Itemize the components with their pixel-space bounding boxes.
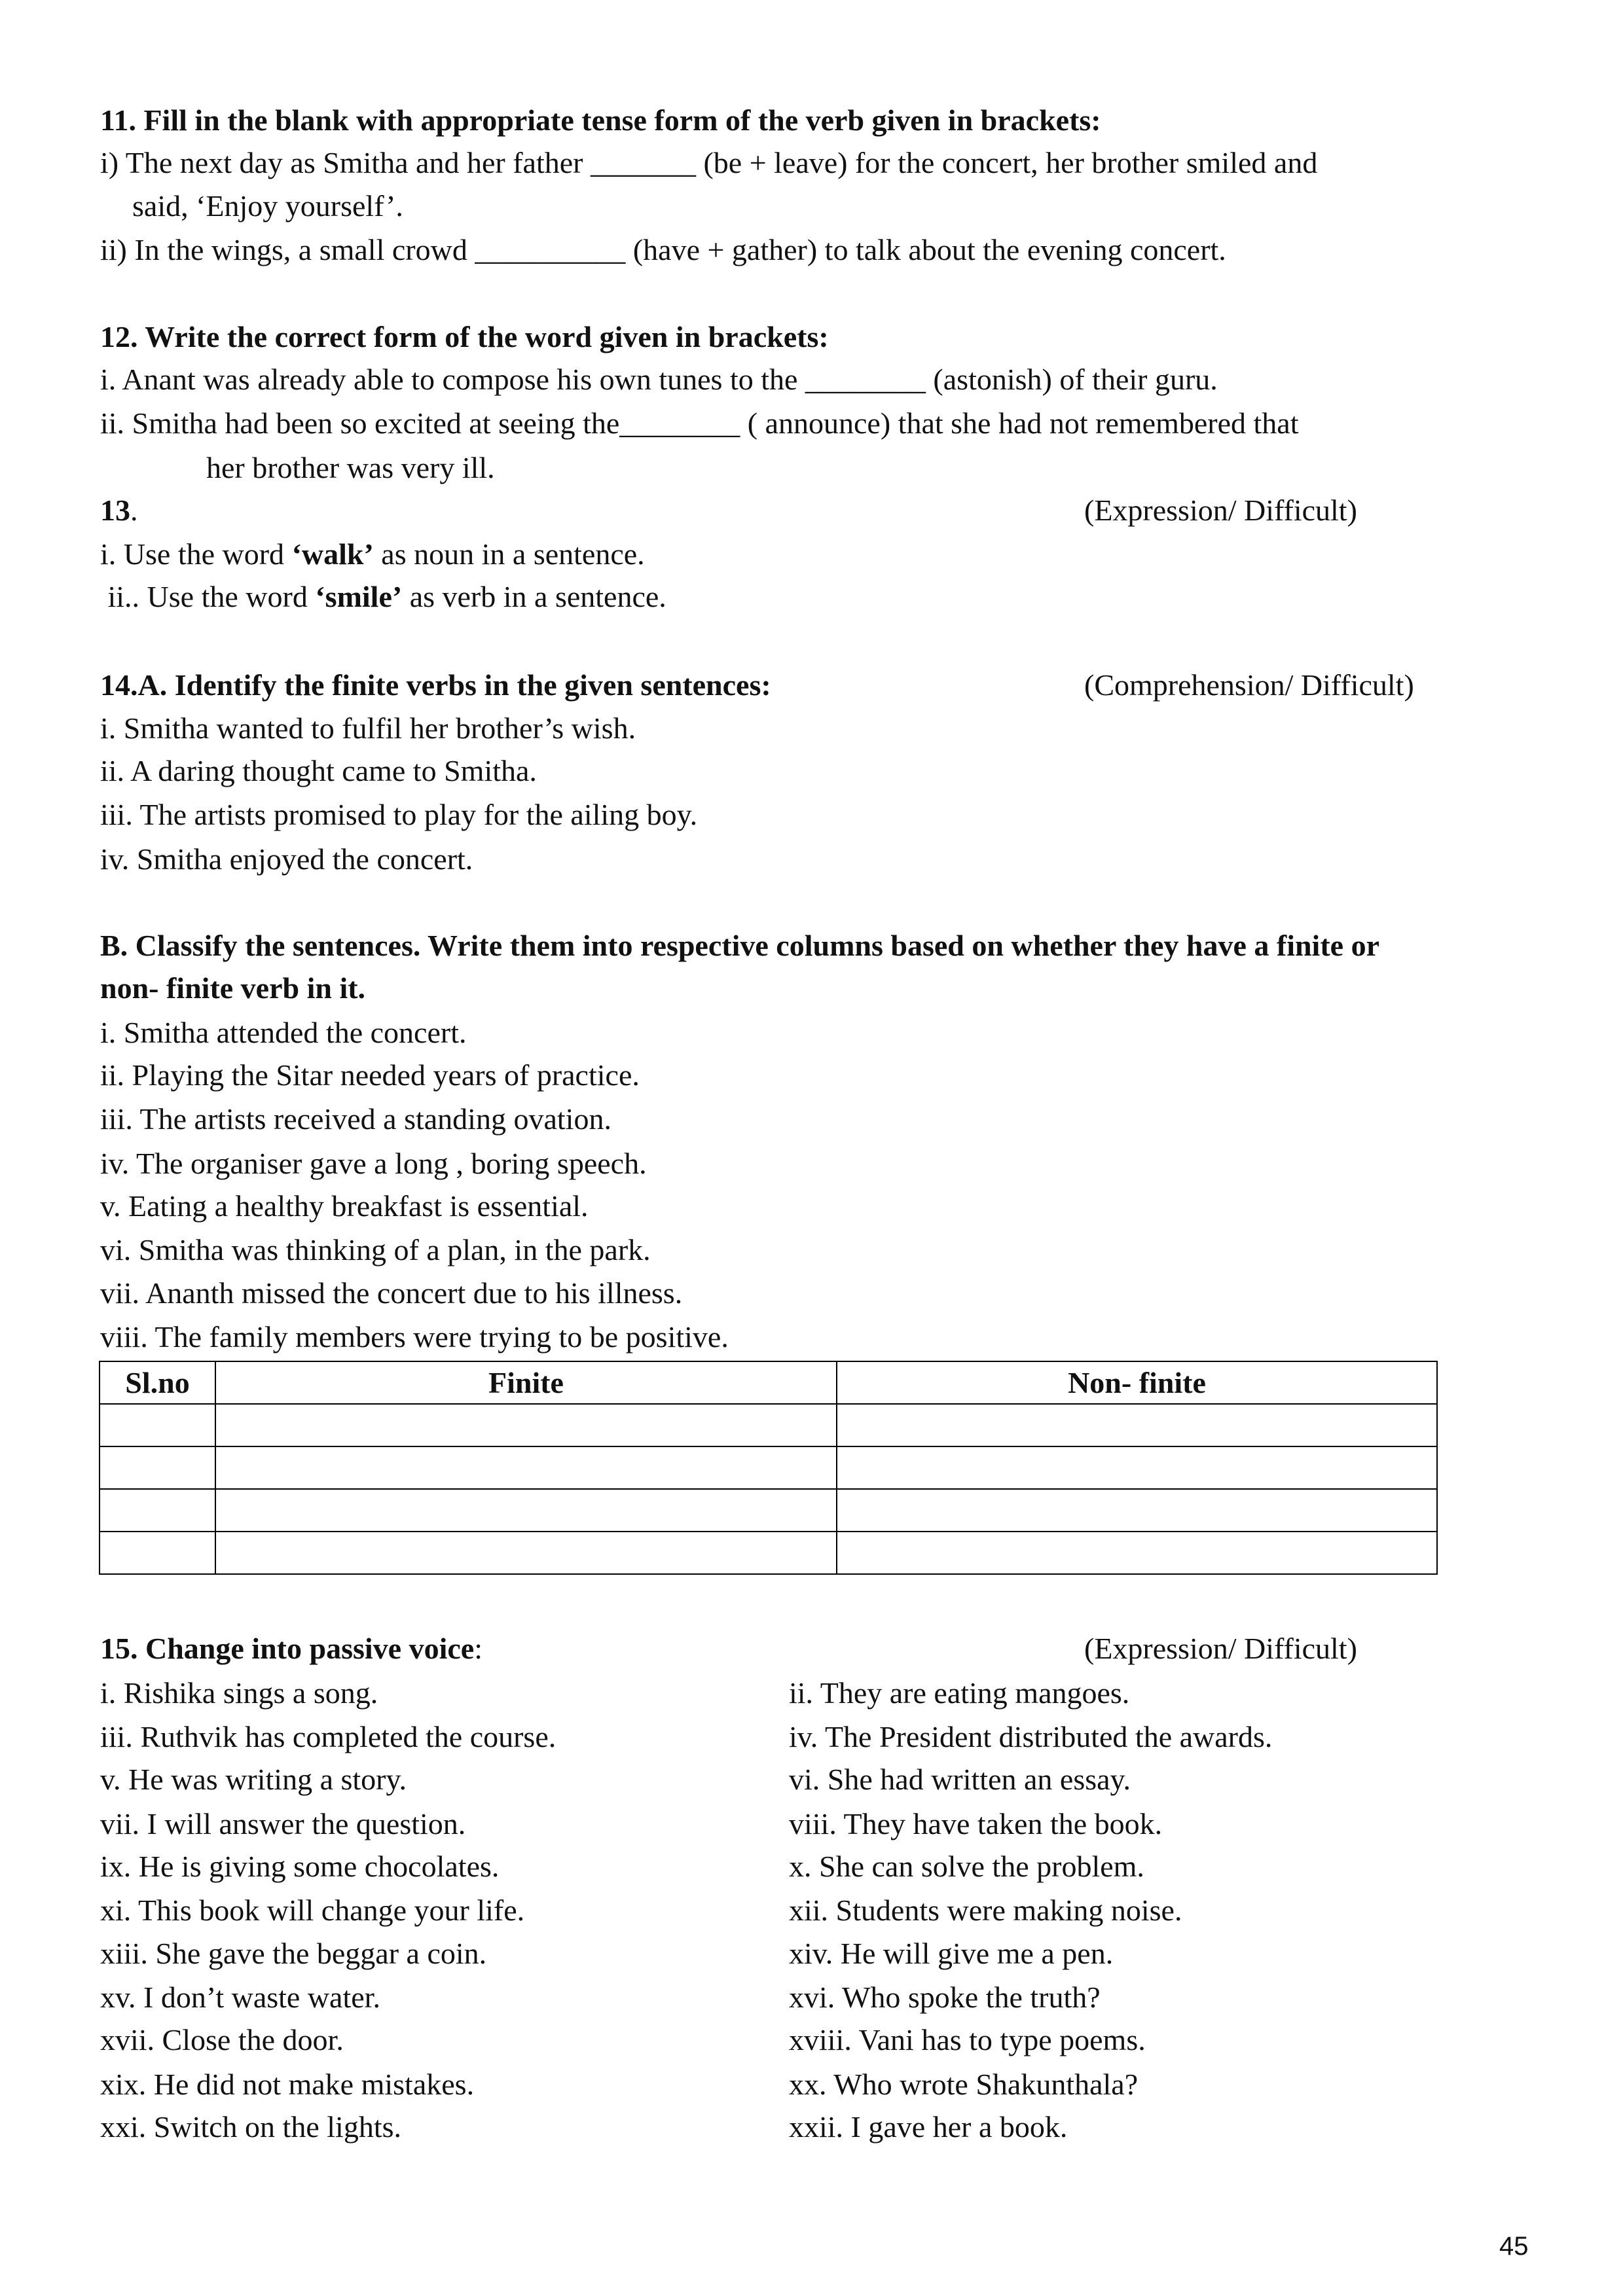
q14b-item: iii. The artists received a standing ovation. [100,1102,611,1136]
q15-heading-text: 15. Change into passive voice [100,1632,475,1665]
q15-item: ii. They are eating mangoes. [789,1676,1130,1710]
table-cell[interactable] [215,1404,837,1446]
q15-item: xix. He did not make mistakes. [100,2068,475,2101]
q15-item: viii. They have taken the book. [789,1807,1163,1840]
q11-heading: 11. Fill in the blank with appropriate tense form of the verb given in brackets: [100,103,1101,137]
q14a-heading: 14.A. Identify the finite verbs in the given sentences: [100,668,771,702]
q14b-item: vi. Smitha was thinking of a plan, in the park. [100,1233,651,1266]
q15-item: iv. The President distributed the awards. [789,1720,1273,1753]
q13-text: as verb in a sentence. [402,580,666,613]
table-row [100,1532,1437,1574]
q15-item: xii. Students were making noise. [789,1893,1182,1927]
q15-item: xvii. Close the door. [100,2023,344,2056]
q14b-item: v. Eating a healthy breakfast is essential. [100,1189,589,1223]
table-cell[interactable] [100,1532,215,1574]
table-cell[interactable] [837,1404,1437,1446]
table-cell[interactable] [837,1446,1437,1489]
q14a-tag: (Comprehension/ Difficult) [1084,668,1414,702]
q15-colon: : [474,1632,483,1665]
table-cell[interactable] [215,1446,837,1489]
q12-item-cont: her brother was very ill. [206,451,495,484]
q11-item: i) The next day as Smitha and her father _______ (be + leave) for the concert, her brother smiled and [100,146,1318,179]
q14a-item: iv. Smitha enjoyed the concert. [100,842,473,876]
q15-tag: (Expression/ Difficult) [1084,1632,1357,1665]
q13-text: ii.. Use the word [100,580,316,613]
q14b-item: i. Smitha attended the concert. [100,1016,467,1049]
q13-text: as noun in a sentence. [373,537,645,571]
q15-item: xv. I don’t waste water. [100,1981,380,2014]
q15-item: vi. She had written an essay. [789,1763,1131,1796]
q14b-heading: B. Classify the sentences. Write them into respective columns based on whether they have a finite or [100,929,1379,962]
q14b-item: ii. Playing the Sitar needed years of practice. [100,1058,640,1092]
q13-number [100,489,138,532]
table-cell[interactable] [100,1404,215,1446]
table-cell[interactable] [215,1532,837,1574]
q11-item: ii) In the wings, a small crowd __________ (have + gather) to talk about the evening concert. [100,233,1226,266]
table-row [100,1446,1437,1489]
header-slno: Sl.no [100,1361,215,1404]
q14b-item: vii. Ananth missed the concert due to his illness. [100,1276,683,1310]
table-cell[interactable] [100,1446,215,1489]
q15-item: v. He was writing a story. [100,1763,407,1796]
q14b-heading-cont: non- finite verb in it. [100,971,366,1005]
q11-item-cont: said, ‘Enjoy yourself’. [132,189,403,223]
q14b-item: iv. The organiser gave a long , boring speech. [100,1147,647,1180]
q14a-item: i. Smitha wanted to fulfil her brother’s wish. [100,711,636,745]
q14a-item: iii. The artists promised to play for the ailing boy. [100,798,698,831]
q15-item: vii. I will answer the question. [100,1807,466,1840]
q15-item: xxi. Switch on the lights. [100,2110,401,2144]
table-row [100,1404,1437,1446]
q13-text: i. Use the word [100,537,292,571]
q15-item: x. She can solve the problem. [789,1850,1144,1883]
q14b-item: viii. The family members were trying to be positive. [100,1320,729,1354]
q13-word: ‘walk’ [291,537,374,571]
table-row [100,1489,1437,1532]
q15-item: ix. He is giving some chocolates. [100,1850,500,1883]
q13-item [100,533,645,576]
q15-item: xx. Who wrote Shakunthala? [789,2068,1139,2101]
page-number: 45 [1499,2232,1529,2261]
classification-table [99,1361,1438,1575]
q15-item: xi. This book will change your life. [100,1893,525,1927]
table-cell[interactable] [100,1489,215,1532]
table-header-row [100,1361,1437,1404]
table-cell[interactable] [837,1532,1437,1574]
q15-item: xiv. He will give me a pen. [789,1937,1114,1970]
header-finite: Finite [215,1361,837,1404]
q15-item: xiii. She gave the beggar a coin. [100,1937,487,1970]
q13-item [100,575,666,619]
table-cell[interactable] [837,1489,1437,1532]
q15-item: xxii. I gave her a book. [789,2110,1068,2144]
q14a-item: ii. A daring thought came to Smitha. [100,754,537,787]
q15-item: xvi. Who spoke the truth? [789,1981,1101,2014]
q12-item: ii. Smitha had been so excited at seeing the________ ( announce) that she had not remembered that [100,406,1299,440]
q15-item: iii. Ruthvik has completed the course. [100,1720,556,1753]
q13-tag: (Expression/ Difficult) [1084,493,1357,527]
q13-dot: . [130,493,138,527]
q12-item: i. Anant was already able to compose his own tunes to the ________ (astonish) of their guru. [100,363,1218,396]
q13-number-text: 13 [100,493,130,527]
q15-item: i. Rishika sings a song. [100,1676,378,1710]
q13-word: ‘smile’ [315,580,403,613]
q15-item: xviii. Vani has to type poems. [789,2023,1146,2056]
table-cell[interactable] [215,1489,837,1532]
header-non-finite: Non- finite [837,1361,1437,1404]
q15-heading [100,1627,483,1670]
q12-heading: 12. Write the correct form of the word given in brackets: [100,320,829,353]
